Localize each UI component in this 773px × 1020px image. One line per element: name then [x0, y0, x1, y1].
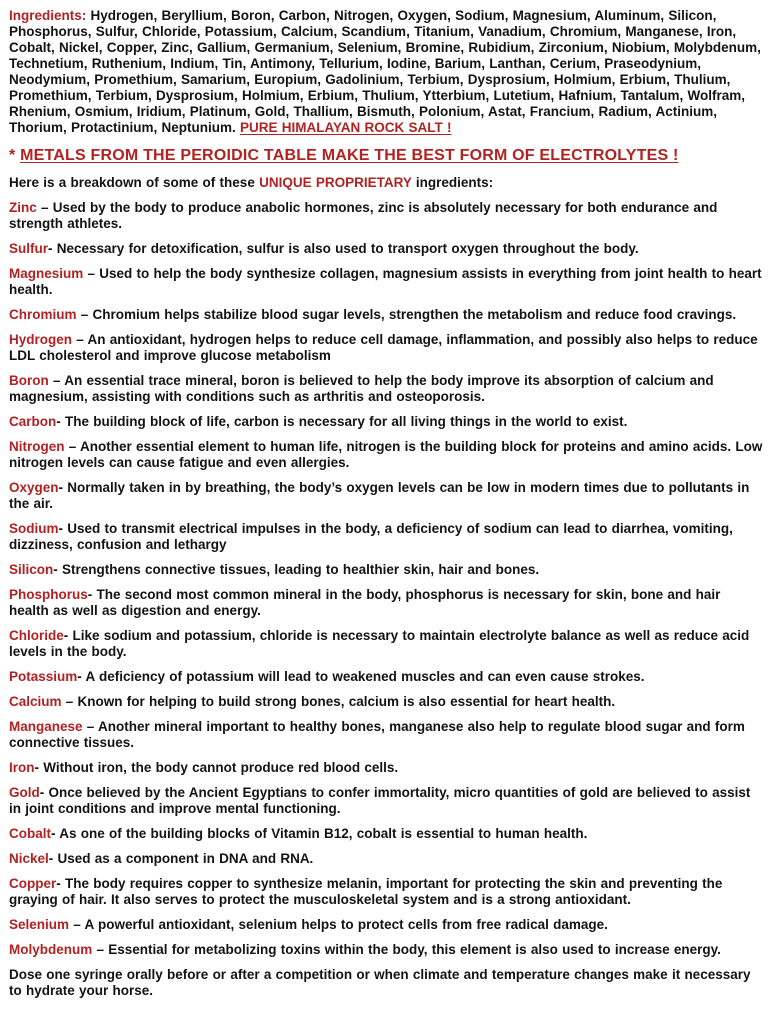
element-name: Chloride	[9, 628, 64, 643]
headline-text: METALS FROM THE PEROIDIC TABLE MAKE THE BEST FORM OF ELECTROLYTES !	[20, 147, 679, 164]
ingredients-list: Hydrogen, Beryllium, Boron, Carbon, Nitrogen, Oxygen, Sodium, Magnesium, Aluminum, Silicon, Phosphorus, Sulfur, Chloride, Potassium, Calcium, Scandium, Titanium, Vanadium, Chromium, Manganese, Iron, Cobalt, Nickel, Copper, Zinc, Gallium, Germanium, Selenium, Bromine, Rubidium, Zirconium, Niobium, Molybdenum, Technetium, Ruthenium, Indium, Tin, Antimony, Tellurium, Iodine, Barium, Lanthan, Cerium, Praseodynium, Neodymium, Promethium, Samarium, Europium, Gadolinium, Terbium, Dysprosium, Holmium, Erbium, Thulium, Promethium, Terbium, Dysprosium, Holmium, Erbium, Thulium, Ytterbium, Lutetium, Hafnium, Tantalum, Wolfram, Rhenium, Osmium, Iridium, Platinum, Gold, Thallium, Bismuth, Polonium, Astat, Francium, Radium, Actinium, Thorium, Protactinium, Neptunium.	[9, 8, 761, 135]
element-description: The building block of life, carbon is necessary for all living things in the world to exist.	[65, 414, 628, 429]
element-paragraph	[9, 200, 764, 232]
element-description: Used to transmit electrical impulses in the body, a deficiency of sodium can lead to diarrhea, vomiting, dizziness, confusion and lethargy	[9, 521, 733, 552]
element-description: Essential for metabolizing toxins within the body, this element is also used to increase energy.	[108, 942, 721, 957]
element-description: An essential trace mineral, boron is believed to help the body improve its absorption of calcium and magnesium, assisting with conditions such as arthritis and osteoporosis.	[9, 373, 714, 404]
element-paragraph	[9, 876, 764, 908]
element-description: A powerful antioxidant, selenium helps to protect cells from free radical damage.	[84, 917, 608, 932]
element-description: Strengthens connective tissues, leading to healthier skin, hair and bones.	[62, 562, 540, 577]
breakdown-suffix: ingredients:	[415, 175, 494, 190]
element-name: Gold	[9, 785, 40, 800]
element-paragraph	[9, 439, 764, 471]
element-separator: -	[56, 876, 65, 891]
element-description: Normally taken in by breathing, the body’s oxygen levels can be low in modern times due to pollutants in the air.	[9, 480, 750, 511]
element-separator: -	[56, 414, 65, 429]
dosage-paragraph: Dose one syringe orally before or after a competition or when climate and temperature changes make it necessary to hydrate your horse.	[9, 967, 751, 998]
element-separator: -	[48, 851, 58, 866]
element-description: Chromium helps stabilize blood sugar levels, strengthen the metabolism and reduce food cravings.	[92, 307, 737, 322]
element-description: An antioxidant, hydrogen helps to reduce cell damage, inflammation, and possibly also helps to reduce LDL cholesterol and improve glucose metabolism	[9, 332, 758, 363]
element-description: Once believed by the Ancient Egyptians to confer immortality, micro quantities of gold are believed to assist in joint conditions and improve mental functioning.	[9, 785, 751, 816]
element-description: Used to help the body synthesize collagen, magnesium assists in everything from joint health to heart health.	[9, 266, 762, 297]
element-description: Necessary for detoxification, sulfur is also used to transport oxygen throughout the body.	[56, 241, 639, 256]
element-name: Calcium	[9, 694, 62, 709]
breakdown-prefix: Here is a breakdown of some of these	[9, 175, 255, 190]
element-description: Another mineral important to healthy bones, manganese also help to regulate blood sugar and form connective tissues.	[9, 719, 745, 750]
element-name: Phosphorus	[9, 587, 88, 602]
element-name: Oxygen	[9, 480, 59, 495]
element-description: Like sodium and potassium, chloride is necessary to maintain electrolyte balance as well as reduce acid levels in the body.	[9, 628, 750, 659]
element-paragraph	[9, 307, 764, 323]
element-name: Hydrogen	[9, 332, 73, 347]
element-paragraph	[9, 785, 764, 817]
element-description: Used as a component in DNA and RNA.	[57, 851, 314, 866]
element-name: Magnesium	[9, 266, 84, 281]
element-separator: –	[83, 266, 100, 281]
element-paragraph	[9, 669, 764, 685]
element-paragraph	[9, 266, 764, 298]
element-paragraph	[9, 562, 764, 578]
element-paragraph	[9, 480, 764, 512]
element-separator: –	[64, 439, 81, 454]
element-name: Sodium	[9, 521, 59, 536]
element-separator: –	[76, 307, 93, 322]
element-paragraph	[9, 587, 764, 619]
element-description: A deficiency of potassium will lead to weakened muscles and can even cause strokes.	[85, 669, 645, 684]
element-name: Nitrogen	[9, 439, 65, 454]
element-description: As one of the building blocks of Vitamin B12, cobalt is essential to human health.	[59, 826, 588, 841]
element-paragraph	[9, 694, 764, 710]
element-separator: -	[53, 562, 63, 577]
headline-asterisk: *	[9, 147, 16, 164]
element-paragraph	[9, 851, 764, 867]
element-separator: –	[61, 694, 78, 709]
element-paragraph	[9, 628, 764, 660]
element-paragraph	[9, 760, 764, 776]
element-name: Silicon	[9, 562, 54, 577]
element-separator: –	[82, 719, 99, 734]
element-separator: -	[58, 521, 68, 536]
element-separator: -	[58, 480, 68, 495]
element-separator: –	[69, 917, 85, 932]
element-separator: -	[63, 628, 73, 643]
element-paragraph	[9, 826, 764, 842]
element-name: Manganese	[9, 719, 83, 734]
element-name: Copper	[9, 876, 57, 891]
element-paragraph	[9, 917, 764, 933]
element-paragraph	[9, 414, 764, 430]
ingredients-paragraph	[9, 8, 764, 136]
element-description: The second most common mineral in the body, phosphorus is necessary for skin, bone and hair health as well as digestion and energy.	[9, 587, 721, 618]
element-name: Sulfur	[9, 241, 48, 256]
element-paragraph	[9, 241, 764, 257]
element-description: Known for helping to build strong bones, calcium is also essential for heart health.	[77, 694, 616, 709]
element-paragraph	[9, 332, 764, 364]
element-paragraph	[9, 373, 764, 405]
element-separator: –	[72, 332, 88, 347]
element-name: Zinc	[9, 200, 37, 215]
element-separator: –	[48, 373, 65, 388]
element-separator: -	[48, 241, 57, 256]
element-name: Nickel	[9, 851, 49, 866]
electrolytes-headline	[9, 146, 764, 165]
element-description: Another essential element to human life, nitrogen is the building block for proteins and amino acids. Low nitrogen levels can cause fatigue and even allergies.	[9, 439, 763, 470]
element-description: The body requires copper to synthesize melanin, important for protecting the skin and preventing the graying of hair. It also serves to protect the musculoskeletal system and is a strong antioxidant.	[9, 876, 723, 907]
element-benefits-list	[9, 200, 764, 958]
element-separator: -	[77, 669, 86, 684]
element-separator: -	[39, 785, 49, 800]
element-description: Without iron, the body cannot produce red blood cells.	[43, 760, 399, 775]
element-description: Used by the body to produce anabolic hormones, zinc is absolutely necessary for both endurance and strength athletes.	[9, 200, 718, 231]
breakdown-intro-paragraph	[9, 175, 764, 191]
rock-salt-emphasis: PURE HIMALAYAN ROCK SALT !	[240, 120, 452, 135]
element-paragraph	[9, 521, 764, 553]
element-name: Carbon	[9, 414, 57, 429]
ingredients-label: Ingredients:	[9, 8, 87, 23]
element-paragraph	[9, 719, 764, 751]
element-name: Molybdenum	[9, 942, 93, 957]
element-name: Cobalt	[9, 826, 51, 841]
element-separator: -	[34, 760, 44, 775]
breakdown-highlight: UNIQUE PROPRIETARY	[259, 175, 412, 190]
element-name: Potassium	[9, 669, 78, 684]
element-separator: –	[92, 942, 109, 957]
element-separator: -	[87, 587, 97, 602]
element-name: Chromium	[9, 307, 77, 322]
element-separator: –	[36, 200, 53, 215]
element-name: Selenium	[9, 917, 70, 932]
element-name: Iron	[9, 760, 35, 775]
element-name: Boron	[9, 373, 49, 388]
element-paragraph	[9, 942, 764, 958]
element-separator: -	[51, 826, 60, 841]
